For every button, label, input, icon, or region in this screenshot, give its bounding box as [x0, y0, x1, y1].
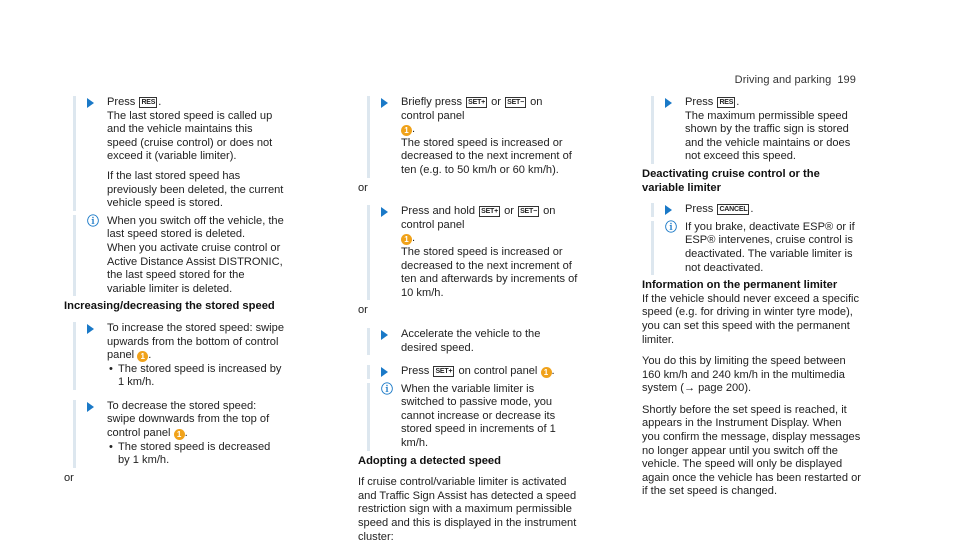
marker-1-icon: 1 — [401, 234, 412, 245]
cancel-key-icon: CANCEL — [719, 206, 748, 214]
page-header — [735, 74, 856, 88]
note-passive-mode: ⓘ When the variable limiter is switched to passive mode, you cannot increase or decrease its stored speed in increments of 1 km/h. — [358, 383, 578, 451]
step-arrow-icon — [87, 324, 94, 334]
step-increase: To increase the stored speed: swipe upwards from the bottom of control panel 1 . • The stored speed is increased by 1 km/h. — [64, 322, 284, 390]
set-plus-key-icon: SET+ — [435, 368, 453, 376]
heading-permanent-limiter: Information on the permanent limiter — [642, 279, 838, 292]
step-arrow-icon — [665, 205, 672, 215]
step-arrow-icon — [665, 98, 672, 108]
para-permanent-1: If the vehicle should never exceed a specific speed (e.g. for driving in winter tyre mode), you can set this speed with the permanent limiter. — [642, 292, 860, 346]
heading-deactivating: Deactivating cruise control or the variable limiter — [642, 167, 820, 194]
para-adopting-speed: If cruise control/variable limiter is activated and Traffic Sign Assist has detected a speed restriction sign with a maximum permissible speed and this is displayed in the instrument cluster: — [358, 476, 577, 543]
step-press-res-adopt: Press RES . The maximum permissible speed shown by the traffic sign is stored and the vehicle maintains or does not exceed this speed. — [642, 96, 862, 164]
step-press-set: Press SET+ on control panel 1 . — [358, 365, 578, 379]
set-plus-key-icon: SET+ — [468, 99, 486, 106]
set-minus-key-icon: SET− — [520, 208, 537, 216]
step-decrease: To decrease the stored speed: swipe downwards from the top of control panel 1 . • The stored speed is decreased by 1 km/h. — [64, 400, 284, 468]
marker-1-icon: 1 — [541, 367, 552, 378]
marker-1-icon: 1 — [137, 351, 148, 362]
step-press-cancel: Press CANCEL . — [642, 203, 862, 217]
note-speed-deleted: ⓘ When you switch off the vehicle, the last speed stored is deleted. When you activate cruise control or Active Distance Assist DISTRONIC, the last speed stored for the variable limiter is deleted. — [64, 215, 284, 297]
step-arrow-icon — [381, 98, 388, 108]
marker-1-icon: 1 — [174, 429, 185, 440]
step-press-and-hold: Press and hold SET+ or SET− on control panel 1 . The stored speed is increased or decreased to the next increment of ten and afterwards by increments of 10 km/h. — [358, 205, 578, 300]
info-icon: ⓘ — [665, 219, 678, 234]
or-text: or — [358, 304, 368, 317]
page-number: 199 — [837, 74, 856, 86]
step-arrow-icon — [381, 367, 388, 377]
info-icon: ⓘ — [87, 213, 100, 228]
info-icon: ⓘ — [381, 381, 394, 396]
column-3 — [642, 96, 862, 507]
or-text: or — [64, 471, 74, 484]
step-arrow-icon — [381, 330, 388, 340]
step-briefly-press: Briefly press SET+ or SET− on control panel 1 . The stored speed is increased or decreased to the next increment of ten (e.g. to 50 km/h or 60 km/h). — [358, 96, 578, 178]
or-text: or — [358, 181, 368, 194]
res-key-icon: RES — [141, 99, 156, 106]
set-minus-key-icon: SET− — [507, 99, 525, 106]
column-1 — [64, 96, 284, 485]
marker-1-icon: 1 — [401, 125, 412, 136]
column-2 — [358, 96, 578, 544]
step-arrow-icon — [381, 207, 388, 217]
step-arrow-icon — [87, 98, 94, 108]
section-title: Driving and parking — [734, 74, 832, 86]
para-permanent-3: Shortly before the set speed is reached, it appears in the Instrument Display. When you confirm the message, display messages no longer appear until you switch off the vehicle. The speed will only be displayed again once the vehicle has been restarted or if the set speed is changed. — [642, 403, 861, 498]
step-arrow-icon — [87, 402, 94, 412]
para-permanent-2: You do this by limiting the speed between 160 km/h and 240 km/h in the multimedia system (→ page 200). — [642, 355, 846, 395]
set-plus-key-icon: SET+ — [481, 208, 499, 216]
step-accelerate: Accelerate the vehicle to the desired speed. — [358, 328, 578, 355]
step-press-res: Press RES . The last stored speed is called up and the vehicle maintains this speed (cruise control) or does not exceed it (variable limiter). If the last stored speed has previously been deleted, the current vehicle speed is stored. — [64, 96, 284, 211]
note-brake-esp: ⓘ If you brake, deactivate ESP® or if ESP® intervenes, cruise control is deactivated. The variable limiter is not deactivated. — [642, 221, 862, 275]
res-key-icon: RES — [719, 99, 734, 106]
heading-increasing-decreasing: Increasing/decreasing the stored speed — [64, 300, 275, 313]
heading-adopting-speed: Adopting a detected speed — [358, 454, 501, 467]
